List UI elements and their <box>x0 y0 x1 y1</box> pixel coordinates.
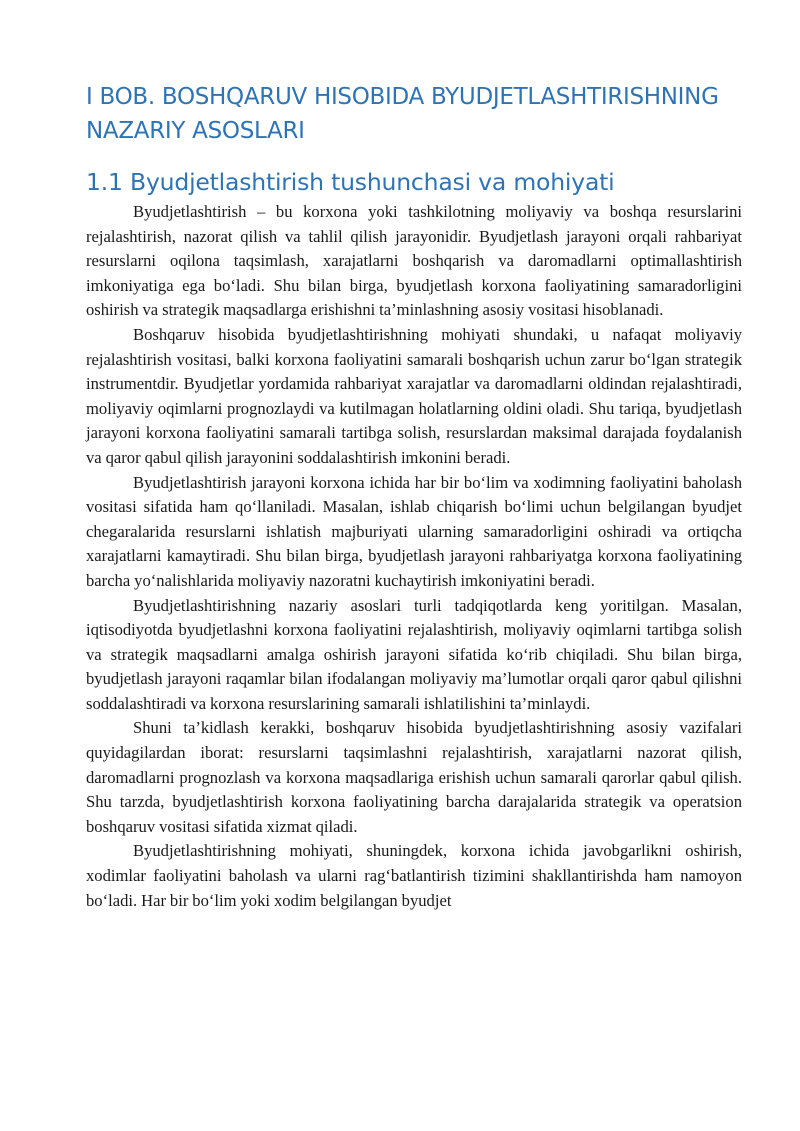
paragraph: Shuni ta’kidlash kerakki, boshqaruv hisobida byudjetlashtirishning asosiy vazifalari quyidagilardan iborat: resurslarni taqsimlashni rejalashtirish, xarajatlarni nazorat qilish, daromadlarni prognozlash va korxona maqsadlariga erishish uchun samarali qarorlar qabul qilish. Shu tarzda, byudjetlashtirish korxona faoliyatining barcha darajalarida strategik va operatsion boshqaruv vositasi sifatida xizmat qiladi. <box>86 718 742 836</box>
page-content <box>86 80 742 913</box>
paragraph: Byudjetlashtirishning nazariy asoslari turli tadqiqotlarda keng yoritilgan. Masalan, iqtisodiyotda byudjetlashni korxona faoliyatini rejalashtirish, moliyaviy oqimlarni tartibga solish va strategik maqsadlarni amalga oshirish jarayoni sifatida ko‘rib chiqiladi. Shu bilan birga, byudjetlash jarayoni raqamlar bilan ifodalangan moliyaviy ma’lumotlar orqali qaror qabul qilishni soddalashtiradi va korxona resurslarining samarali ishlatilishini ta’minlaydi. <box>86 595 742 713</box>
paragraph: Byudjetlashtirishning mohiyati, shuningdek, korxona ichida javobgarlikni oshirish, xodimlar faoliyatini baholash va ularni rag‘batlantirish tizimini shakllantirishda ham namoyon bo‘ladi. Har bir bo‘lim yoki xodim belgilangan byudjet <box>86 841 742 910</box>
section-title: 1.1 Byudjetlashtirish tushunchasi va mohiyati <box>86 168 615 196</box>
paragraph: Byudjetlashtirish – bu korxona yoki tashkilotning moliyaviy va boshqa resurslarini rejalashtirish, nazorat qilish va tahlil qilish jarayonidir. Byudjetlash jarayoni orqali rahbariyat resurslarni oqilona taqsimlash, xarajatlarni boshqarish va daromadlarni optimallashtirish imkoniyatiga ega bo‘ladi. Shu bilan birga, byudjetlash korxona faoliyatining samaradorligini oshirish va strategik maqsadlarga erishishni ta’minlashning asosiy vositasi hisoblanadi. <box>86 202 742 320</box>
chapter-title: I BOB. BOSHQARUV HISOBIDA BYUDJETLASHTIRISHNING NAZARIY ASOSLARI <box>86 84 719 144</box>
body-text <box>86 200 742 913</box>
paragraph: Boshqaruv hisobida byudjetlashtirishning mohiyati shundaki, u nafaqat moliyaviy rejalashtirish vositasi, balki korxona faoliyatini samarali boshqarish uchun zarur bo‘lgan strategik instrumentdir. Byudjetlar yordamida rahbariyat xarajatlar va daromadlarni oldindan rejalashtiradi, moliyaviy oqimlarni prognozlaydi va kutilmagan holatlarning oldini oladi. Shu tariqa, byudjetlash jarayoni korxona faoliyatini samarali tartibga solish, resurslardan maksimal darajada foydalanish va qaror qabul qilish jarayonini soddalashtirish imkonini beradi. <box>86 324 742 467</box>
paragraph: Byudjetlashtirish jarayoni korxona ichida har bir bo‘lim va xodimning faoliyatini baholash vositasi sifatida ham qo‘llaniladi. Masalan, ishlab chiqarish bo‘limi uchun belgilangan byudjet chegaralarida resurslarni ishlatish majburiyati ularning samaradorligini oshiradi va ortiqcha xarajatlarni kamaytiradi. Shu bilan birga, byudjetlash jarayoni rahbariyatga korxona faoliyatining barcha yo‘nalishlarida moliyaviy nazoratni kuchaytirish imkoniyatini beradi. <box>86 472 742 590</box>
